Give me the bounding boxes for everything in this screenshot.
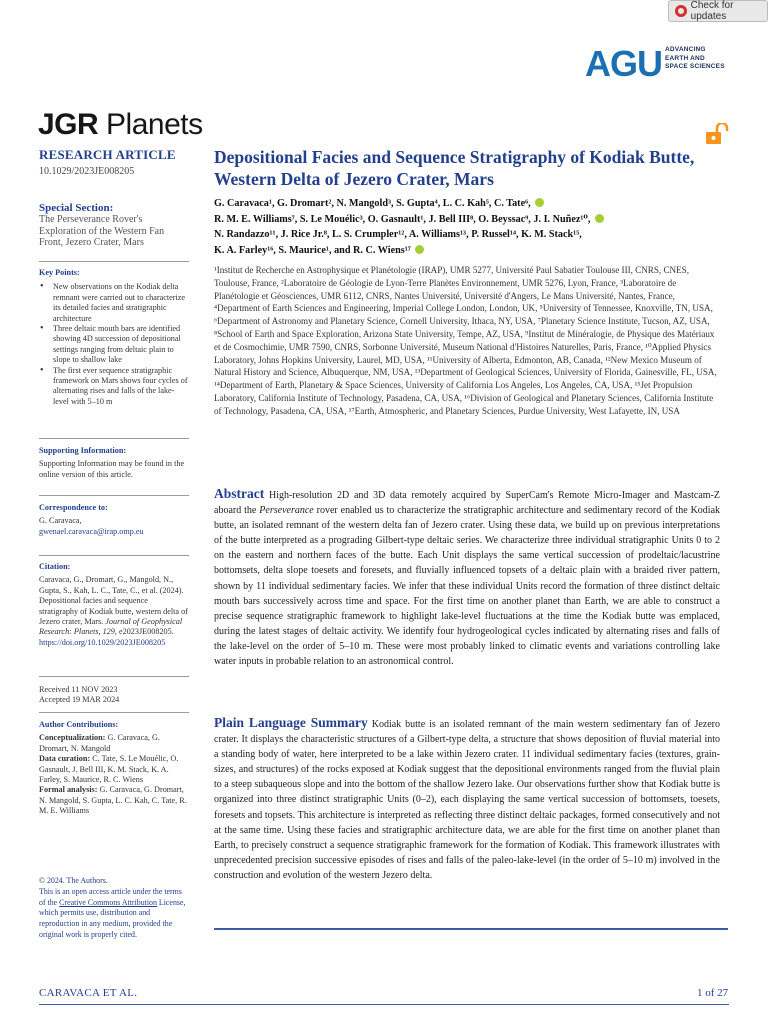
key-point-item: • Three deltaic mouth bars are identified showing 4D succession of depositional settings ranging from deltaic plain to slope to shallow lake bbox=[39, 324, 189, 366]
check-for-updates-label: Check for updates bbox=[690, 0, 734, 22]
special-section-text: The Perseverance Rover's Exploration of the Western Fan Front, Jezero Crater, Mars bbox=[39, 214, 165, 249]
divider bbox=[39, 438, 189, 439]
divider bbox=[39, 712, 189, 713]
author-line: G. Caravaca¹, G. Dromart², N. Mangold³, S. Gupta⁴, L. C. Kah⁵, C. Tate⁶, bbox=[214, 196, 724, 212]
contribution-item: Data curation: C. Tate, S. Le Mouélic, O. Gasnault, J. Bell III, K. M. Stack, K. A. Farley, S. Maurice, R. C. Wiens bbox=[39, 754, 179, 785]
abstract-heading: Abstract bbox=[214, 486, 265, 501]
key-points-heading: Key Points: bbox=[39, 268, 80, 277]
article-title: Depositional Facies and Sequence Stratigraphy of Kodiak Butte, Western Delta of Jezero Crater, Mars bbox=[214, 147, 695, 189]
crossmark-icon bbox=[675, 5, 687, 17]
orcid-icon bbox=[415, 245, 424, 254]
article-doi: 10.1029/2023JE008205 bbox=[39, 166, 135, 177]
abstract: Abstract High-resolution 2D and 3D data remotely acquired by SuperCam's Remote Micro-Imager and Mastcam-Z aboard the Perseverance rover enabled us to characterize the stratigraphic architecture and sedimentary record of the Kodiak butte, an isolated remnant of the western delta fan of Jezero crater. Using these data, we build up on previous interpretations of the butte interpreted as a prograding Gilbert-type deltaic series. We characterize three individual stratigraphic Units 0 to 2 on the eastern and northern faces of the butte. Each Unit displays the same vertical succession of prodeltaic/lacustrine bottomsets, delta slope toesets and foresets, and fluvially influenced topsets of a deltaic plain with a braided river pattern, shown by 11 individual sedimentary facies. We infer that these individual Units record the formation of three distinct deltaic mouth bars successively across time and space. For the first time on another planet than Earth, we are able to construct a precise sequence stratigraphic framework to highlight lake-level fluctuations at the time the Kodiak butte was emplaced, during the latest stages of deltaic activity. We identify four hydrogeological cycles indicated by alternating rises and falls of the lake-level on the order of 5–10 m. These were most probably linked to climatic events and variations controlling lake water inputs in probable relation to an astronomical control. bbox=[214, 486, 721, 668]
divider bbox=[39, 555, 189, 556]
supporting-heading: Supporting Information: bbox=[39, 446, 127, 455]
author-line: R. M. E. Williams⁷, S. Le Mouélic³, O. Gasnault¹, J. Bell III⁸, O. Beyssac⁹, J. I. Nuñez¹⁰, bbox=[214, 212, 724, 228]
supporting-text: Supporting Information may be found in the online version of this article. bbox=[39, 459, 185, 479]
key-point-item: • New observations on the Kodiak delta remnant were carried out to characterize its detailed facies and stratigraphic architecture bbox=[39, 282, 189, 324]
key-point-item: • The first ever sequence stratigraphic framework on Mars shows four cycles of alternating rises and falls of the lake-level with 5–10 m bbox=[39, 366, 189, 408]
citation-doi-link[interactable]: https://doi.org/10.1029/2023JE008205 bbox=[39, 637, 166, 647]
author-list bbox=[214, 196, 724, 258]
divider bbox=[39, 495, 189, 496]
open-access-lock-icon bbox=[705, 123, 731, 145]
correspondence bbox=[39, 503, 189, 537]
special-section-heading: Special Section: bbox=[39, 202, 114, 214]
journal-name: JGR Planets bbox=[38, 108, 203, 141]
creative-commons-link[interactable]: Creative Commons Attribution bbox=[59, 897, 157, 907]
divider bbox=[39, 676, 189, 677]
orcid-icon bbox=[535, 198, 544, 207]
agu-tagline: ADVANCING EARTH AND SPACE SCIENCES bbox=[665, 46, 725, 71]
correspondence-name: G. Caravaca, bbox=[39, 516, 82, 526]
plain-language-summary: Plain Language Summary Kodiak butte is an isolated remnant of the main western sedimentary fan of Jezero crater. It displays the characteristic structures of a Gilbert-type delta, a structure that shows deposition of fluvial material into a standing body of water, here interpreted to be a lake within Jezero crater. 11 individual sedimentary facies (textures, grain-sizes, and structures) of the rocks exposed at Kodiak suggest that the depositional environments ranged from the fluvial plain to a steep subaqueous slope and into the bottom of the shallow Jezero lake. Our observations further show that Kodiak butte is organized into three distinct stratigraphic Units (0–2), each displaying the same vertical succession of bottomsets, toesets, foresets and topsets. This architecture is interpreted as reflecting three distinct deltaic packages, formed consecutively and not at the same time. Using these facies and stratigraphic architecture data, we are able for the first time on another planet than Earth, to precisely construct a sequence stratigraphic framework for the formation of Kodiak. This framework illustrates with unprecedented precision successive episodes of rises and falls of the paleo-lake-level (in the order of 5–10 m) involved in the construction and evolution of the western Jezero delta. bbox=[214, 715, 720, 881]
citation-text: Caravaca, G., Dromart, G., Mangold, N., Gupta, S., Kah, L. C., Tate, C., et al. (2024). Depositional facies and sequence stratigraphy of Kodiak butte, western delta of Jezero crater, Mars. Journal of Geophysical Research: Planets, 129, e2023JE008205. https://doi.org/10.1029/2023JE008205 bbox=[39, 575, 188, 647]
received-date: Received 11 NOV 2023 bbox=[39, 685, 118, 694]
page-number: 1 of 27 bbox=[697, 987, 729, 999]
contributions-heading: Author Contributions: bbox=[39, 720, 119, 729]
divider bbox=[39, 261, 189, 262]
accepted-date: Accepted 19 MAR 2024 bbox=[39, 695, 120, 705]
orcid-icon bbox=[595, 214, 604, 223]
affiliations: ¹Institut de Recherche en Astrophysique et Planétologie (IRAP), UMR 5277, Université Paul Sabatier Toulouse III, CNRS, CNES, Toulouse, France, ²Laboratoire de Géologie de Lyon-Terre Planètes Environnement, UMR 5276, Lyon, France, ³Laboratoire de Planétologie et Géosciences, UMR 6112, CNRS, Nantes Université, Université d'Angers, Le Mans Université, Nantes, France, ⁴Department of Earth Sciences and Engineering, Imperial College London, London, UK, ⁵University of Tennessee, Knoxville, TN, USA, ⁶Department of Astronomy and Planetary Science, Cornell University, Ithaca, NY, USA, ⁷Planetary Science Institute, Tucson, AZ, USA, ⁸School of Earth and Space Exploration, Arizona State University, Tempe, AZ, USA, ⁹Institut de Minéralogie, de Physique des Matériaux et de Cosmochimie, UMR 7590, CNRS, Sorbonne Université, Museum National d'Histoires Naturelles, Paris, France, ¹⁰Applied Physics Laboratory, Johns Hopkins University, Laurel, MD, USA, ¹¹University of Alberta, Edmonton, AB, Canada, ¹²New Mexico Museum of Natural History and Science, Albuquerque, NM, USA, ¹³Department of Geological Sciences, University of Florida, Gainesville, FL, USA, ¹⁴Department of Earth, Planetary & Space Sciences, University of California Los Angeles, Los Angeles, CA, USA, ¹⁵Jet Propulsion Laboratory, California Institute of Technology, Pasadena, CA, USA, ¹⁶Division of Geological and Planetary Sciences, California Institute of Technology, Pasadena, CA, USA, ¹⁷Earth, Atmospheric, and Planetary Sciences, Purdue University, West Lafayette, IN, USA bbox=[214, 265, 717, 416]
license-notice: © 2024. The Authors. This is an open access article under the terms of the Creative Commons Attribution License, which permits use, distribution and reproduction in any medium, provided the original work is properly cited. bbox=[39, 876, 189, 941]
author-line: N. Randazzo¹¹, J. Rice Jr.⁸, L. S. Crumpler¹², A. Williams¹³, P. Russel¹⁴, K. M. Stack¹⁵, bbox=[214, 229, 582, 241]
footer-authors: CARAVACA ET AL. bbox=[39, 987, 138, 999]
supporting-information bbox=[39, 446, 189, 480]
author-line: K. A. Farley¹⁶, S. Maurice¹, and R. C. Wiens¹⁷ bbox=[214, 243, 724, 259]
copyright: © 2024. The Authors. bbox=[39, 876, 108, 885]
key-points bbox=[39, 268, 189, 407]
section-divider bbox=[214, 928, 728, 930]
correspondence-heading: Correspondence to: bbox=[39, 503, 108, 512]
citation bbox=[39, 562, 189, 648]
dates bbox=[39, 685, 189, 706]
contribution-item: Formal analysis: G. Caravaca, G. Dromart, N. Mangold, S. Gupta, L. C. Kah, C. Tate, R. M. E. Williams bbox=[39, 785, 187, 816]
contribution-item: Conceptualization: G. Caravaca, G. Dromart, N. Mangold bbox=[39, 733, 160, 753]
agu-logo-text: AGU bbox=[585, 46, 662, 80]
correspondence-email-link[interactable]: gwenael.caravaca@irap.omp.eu bbox=[39, 526, 144, 536]
author-contributions bbox=[39, 720, 189, 817]
footer-divider bbox=[39, 1004, 729, 1005]
plain-language-heading: Plain Language Summary bbox=[214, 715, 368, 730]
check-for-updates-button[interactable] bbox=[668, 0, 768, 22]
article-type: RESEARCH ARTICLE bbox=[39, 147, 176, 162]
citation-heading: Citation: bbox=[39, 562, 71, 571]
